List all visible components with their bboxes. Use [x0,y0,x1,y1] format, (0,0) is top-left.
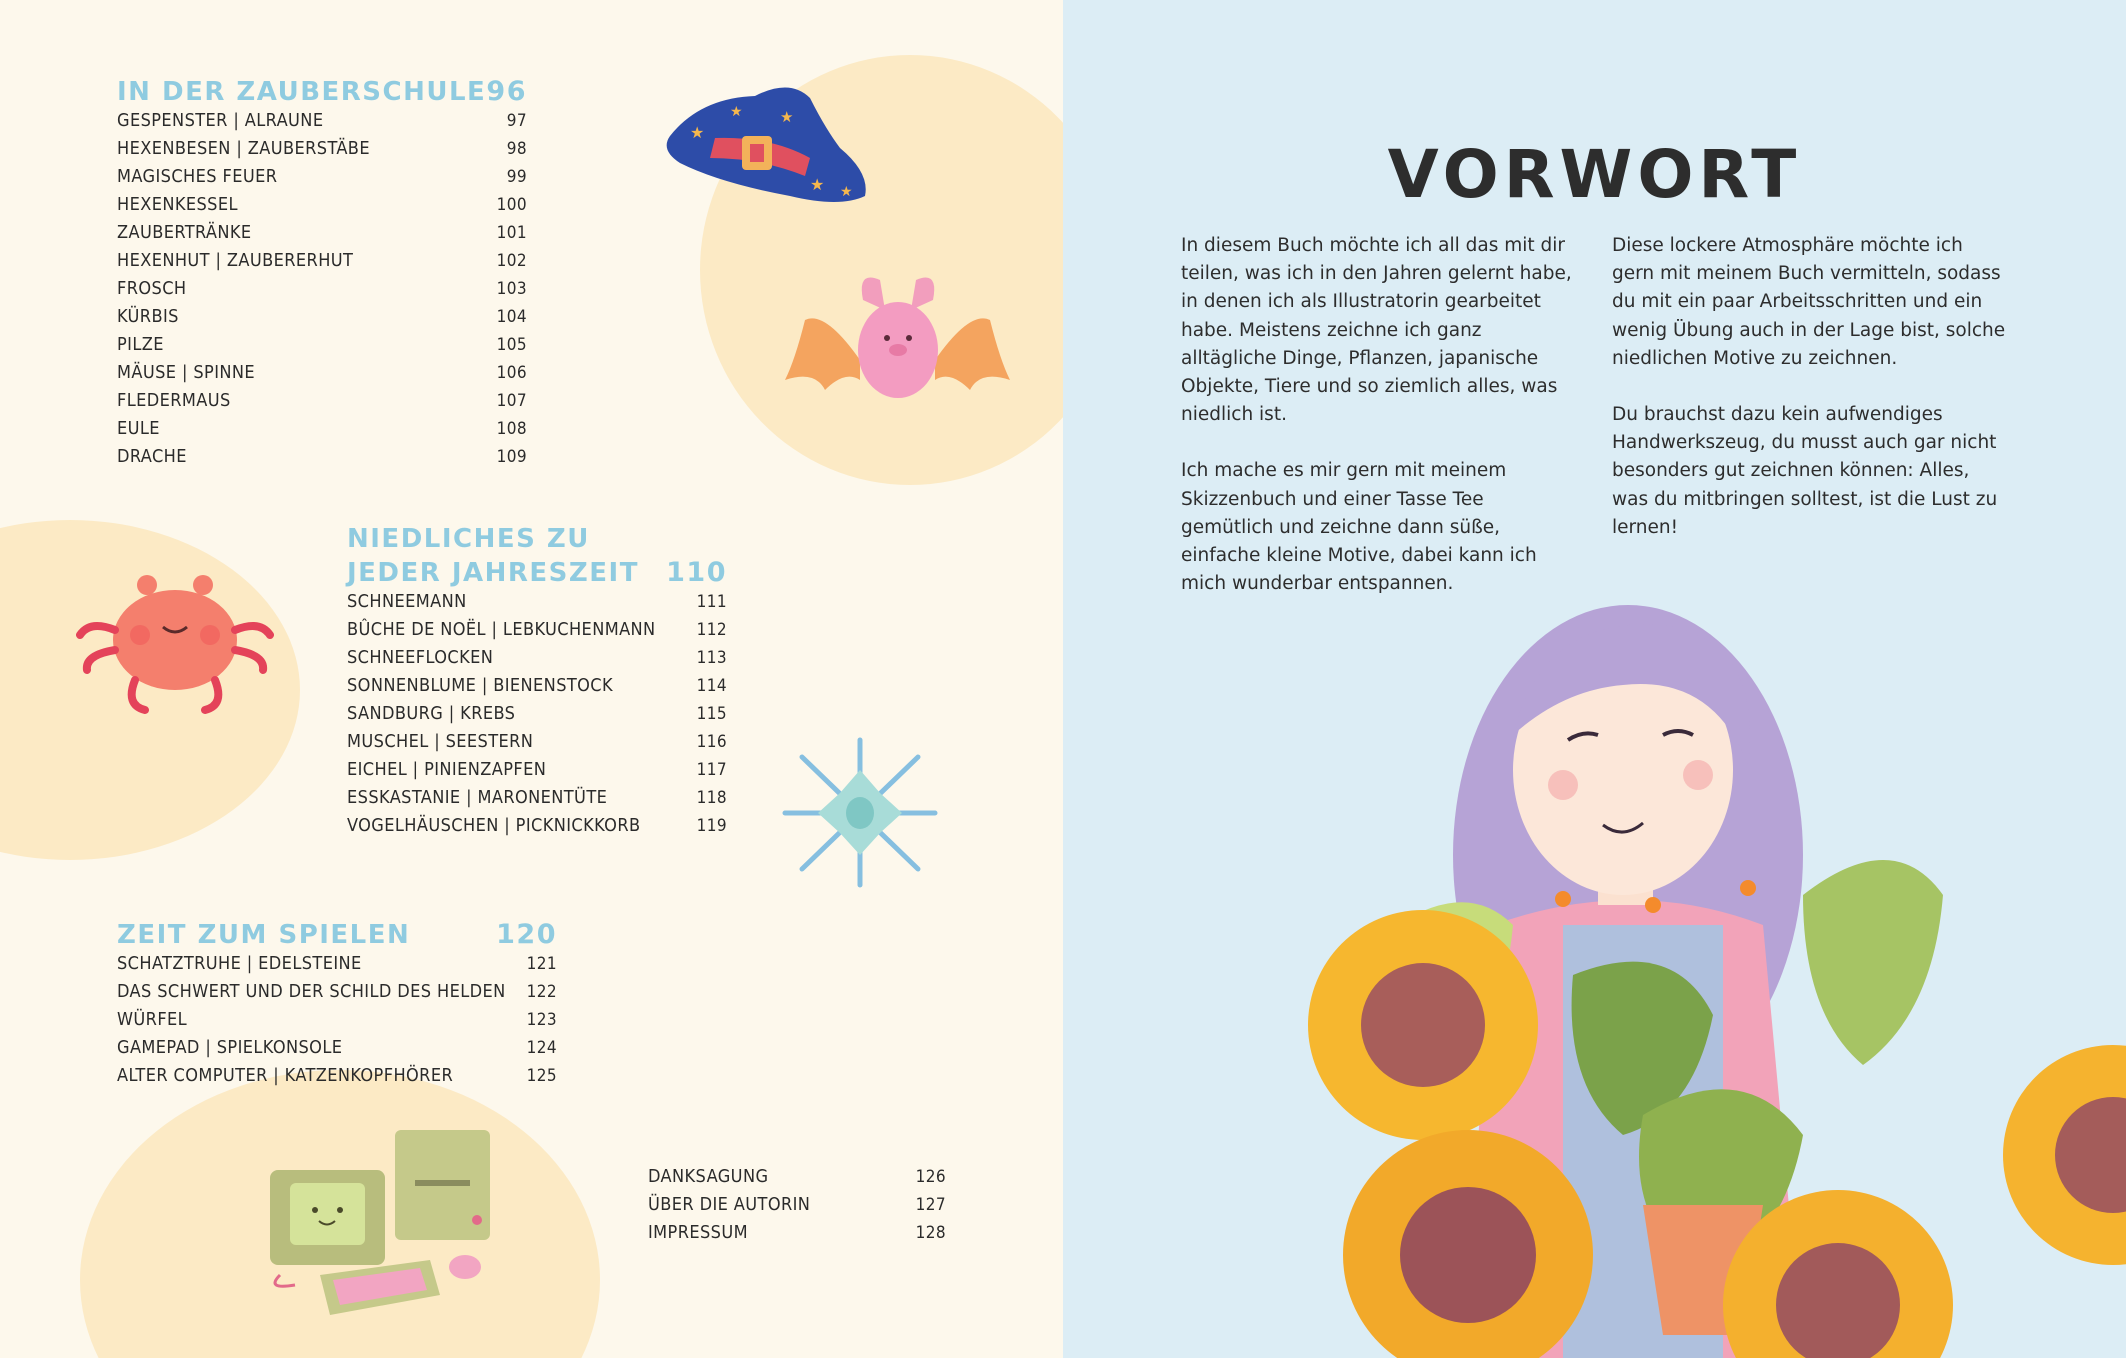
section-title-text: JEDER JAHRESZEIT [347,558,639,588]
toc-entry: HEXENBESEN | ZAUBERSTÄBE 98 [117,138,527,159]
foreword-column-left [1181,232,1576,626]
section-title-text: NIEDLICHES ZU [347,524,590,554]
snowflake-illustration [780,735,940,890]
girl-with-sunflowers-illustration [1243,595,2126,1358]
section-title [347,556,727,590]
section-title [347,522,727,556]
svg-text:★: ★ [690,123,705,142]
toc-entry: DANKSAGUNG 126 [648,1166,946,1187]
foreword-title: VORWORT [1387,136,1802,214]
toc-entry: SCHNEEMANN 111 [347,591,727,612]
sunflower [1308,910,1538,1140]
svg-text:★: ★ [780,108,794,126]
toc-entry: GAMEPAD | SPIELKONSOLE 124 [117,1037,557,1058]
toc-entry: EICHEL | PINIENZAPFEN 117 [347,759,727,780]
foreword-column-right [1612,232,2007,570]
section-title [117,918,557,952]
witch-hat-illustration [660,78,875,213]
section-page-number: 120 [496,919,557,950]
svg-text:★: ★ [730,104,743,120]
toc-entry: KÜRBIS 104 [117,306,527,327]
toc-section-jahreszeit [347,522,727,840]
toc-entry: FLEDERMAUS 107 [117,390,527,411]
section-page-number: 96 [486,76,527,107]
toc-entry: MAGISCHES FEUER 99 [117,166,527,187]
toc-entry: ALTER COMPUTER | KATZENKOPFHÖRER 125 [117,1065,557,1086]
foreword-paragraph: In diesem Buch möchte ich all das mit dir teilen, was ich in den Jahren gelernt habe, in denen ich als Illustratorin gearbeitet habe. Meistens zeichne ich ganz alltägliche Dinge, Pflanzen, japanische Objekte, Tiere und so ziemlich alles, was niedlich ist. [1181,235,1572,426]
section-title-text: IN DER ZAUBERSCHULE [117,77,487,107]
toc-entry: MUSCHEL | SEESTERN 116 [347,731,727,752]
toc-entry: MÄUSE | SPINNE 106 [117,362,527,383]
crab-illustration [75,565,275,720]
sunflower [2003,1045,2126,1265]
svg-text:★: ★ [840,184,853,200]
toc-section-anhang [648,1163,946,1247]
toc-entry: HEXENKESSEL 100 [117,194,527,215]
bat-illustration [785,270,1010,420]
toc-entry: SCHATZTRUHE | EDELSTEINE 121 [117,953,557,974]
svg-text:★: ★ [810,175,825,194]
toc-entry: ÜBER DIE AUTORIN 127 [648,1194,946,1215]
section-title [117,75,527,109]
toc-entry: BÛCHE DE NOËL | LEBKUCHENMANN 112 [347,619,727,640]
foreword-paragraph: Diese lockere Atmosphäre möchte ich gern mit meinem Buch vermitteln, sodass du mit ein paar Arbeitsschritten und ein wenig Übung auch in der Lage bist, solche niedlichen Motive zu zeichnen. [1612,235,2006,369]
toc-section-spielen [117,918,557,1090]
toc-entry: EULE 108 [117,418,527,439]
toc-entry: WÜRFEL 123 [117,1009,557,1030]
toc-section-zauberschule [117,75,527,471]
toc-entry: ZAUBERTRÄNKE 101 [117,222,527,243]
foreword-paragraph: Du brauchst dazu kein aufwendiges Handwerkszeug, du musst auch gar nicht besonders gut zeichnen können: Alles, was du mitbringen solltest, ist die Lust zu lernen! [1612,404,1998,538]
retro-computer-illustration [255,1125,505,1320]
toc-entry: VOGELHÄUSCHEN | PICKNICKKORB 119 [347,815,727,836]
toc-entry: IMPRESSUM 128 [648,1222,946,1243]
toc-entry: HEXENHUT | ZAUBERERHUT 102 [117,250,527,271]
toc-entry: SONNENBLUME | BIENENSTOCK 114 [347,675,727,696]
toc-entry: PILZE 105 [117,334,527,355]
toc-entry: GESPENSTER | ALRAUNE 97 [117,110,527,131]
section-page-number: 110 [666,557,727,588]
toc-entry: ESSKASTANIE | MARONENTÜTE 118 [347,787,727,808]
toc-entry: DAS SCHWERT UND DER SCHILD DES HELDEN 122 [117,981,557,1002]
toc-entry: FROSCH 103 [117,278,527,299]
foreword-paragraph: Ich mache es mir gern mit meinem Skizzenbuch und einer Tasse Tee gemütlich und zeichne dann süße, einfache kleine Motive, dabei kann ich mich wunderbar entspannen. [1181,460,1537,595]
section-title-text: ZEIT ZUM SPIELEN [117,920,411,950]
toc-entry: SCHNEEFLOCKEN 113 [347,647,727,668]
toc-entry: SANDBURG | KREBS 115 [347,703,727,724]
toc-entry: DRACHE 109 [117,446,527,467]
